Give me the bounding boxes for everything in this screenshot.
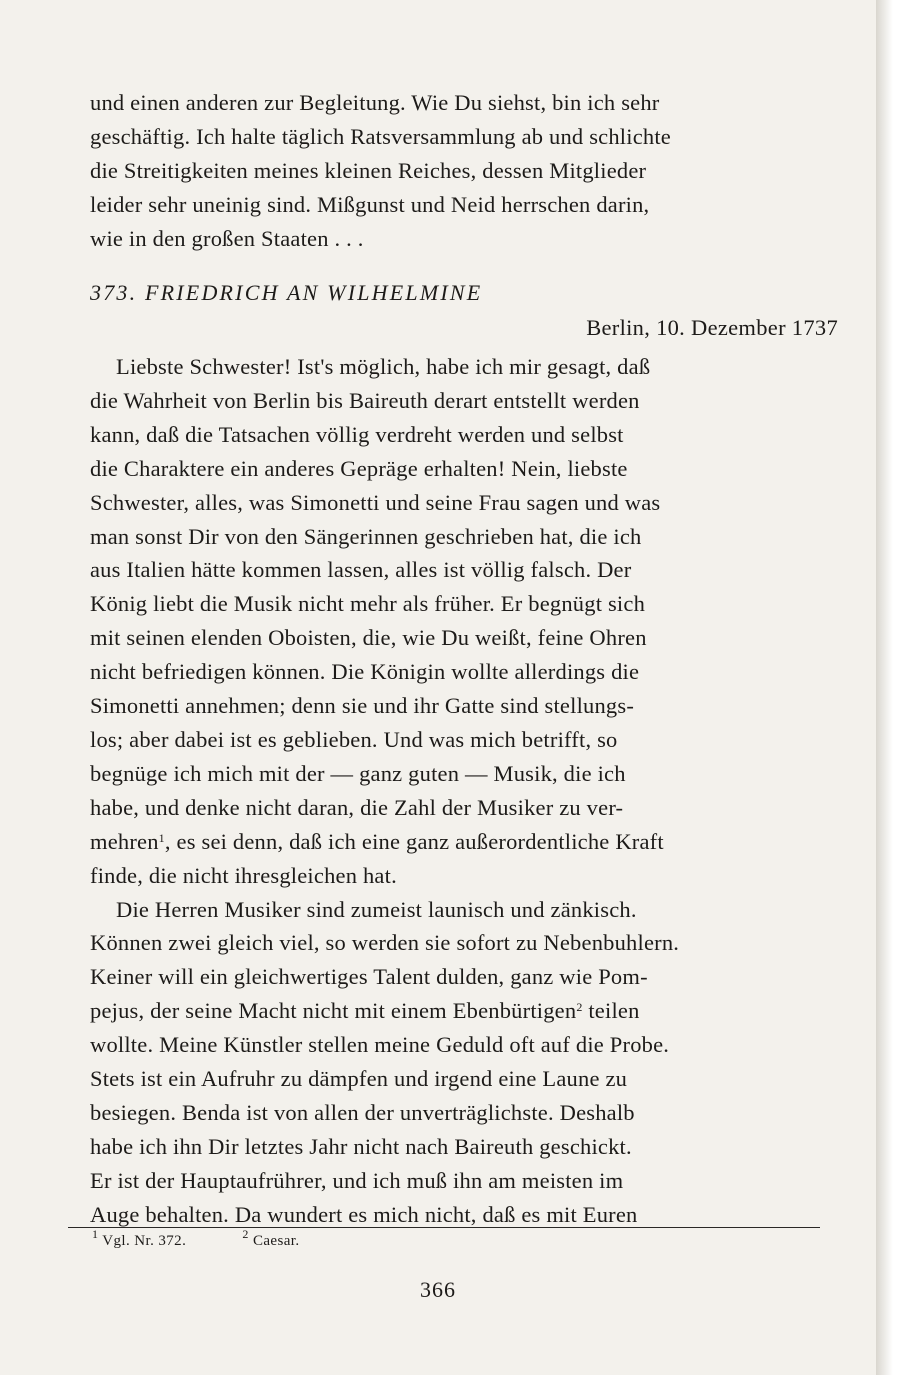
footnotes bbox=[92, 1227, 352, 1250]
text-line: Liebste Schwester! Ist's möglich, habe ich mir gesagt, daß bbox=[116, 354, 651, 379]
footnote-ref-1: 1 bbox=[158, 830, 165, 845]
text-line: Schwester, alles, was Simonetti und seine Frau sagen und was bbox=[90, 489, 661, 515]
text-line: kann, daß die Tatsachen völlig verdreht werden und selbst bbox=[90, 421, 624, 447]
text-line: Können zwei gleich viel, so werden sie sofort zu Nebenbuhlern. bbox=[90, 930, 680, 956]
continuation-paragraph bbox=[90, 86, 838, 256]
text-line-with-footnote bbox=[90, 994, 838, 1028]
text-line: die Charaktere ein anderes Gepräge erhalten! Nein, liebste bbox=[90, 455, 628, 481]
text-line: und einen anderen zur Begleitung. Wie Du siehst, bin ich sehr bbox=[90, 90, 660, 115]
footnote-mark: 1 bbox=[92, 1227, 99, 1241]
text-line: Stets ist ein Aufruhr zu dämpfen und irgend eine Laune zu bbox=[90, 1066, 628, 1092]
text-line: mit seinen elenden Oboisten, die, wie Du weißt, feine Ohren bbox=[90, 625, 647, 651]
text-line: die Streitigkeiten meines kleinen Reiches, dessen Mitglieder bbox=[90, 157, 647, 183]
text-fragment: , es sei denn, daß ich eine ganz außerordentliche Kraft bbox=[164, 828, 664, 854]
text-line: aus Italien hätte kommen lassen, alles ist völlig falsch. Der bbox=[90, 557, 632, 583]
text-line: Er ist der Hauptaufrührer, und ich muß ihn am meisten im bbox=[90, 1167, 624, 1193]
text-line-with-footnote bbox=[90, 825, 838, 859]
text-line: besiegen. Benda ist von allen der unverträglichste. Deshalb bbox=[90, 1099, 635, 1125]
footnote-1 bbox=[92, 1227, 212, 1249]
text-line: leider sehr uneinig sind. Mißgunst und Neid herrschen darin, bbox=[90, 191, 650, 217]
footnote-mark: 2 bbox=[242, 1227, 249, 1241]
page-number: 366 bbox=[420, 1277, 456, 1302]
text-line: die Wahrheit von Berlin bis Baireuth derart entstellt werden bbox=[90, 387, 640, 413]
text-fragment: pejus, der seine Macht nicht mit einem Ebenbürtigen bbox=[90, 998, 577, 1024]
text-line: Simonetti annehmen; denn sie und ihr Gatte sind stellungs- bbox=[90, 693, 635, 719]
letter-dateline: Berlin, 10. Dezember 1737 bbox=[586, 315, 838, 340]
text-fragment: mehren bbox=[90, 828, 159, 854]
page-edge-shadow bbox=[876, 0, 900, 1375]
text-line: Die Herren Musiker sind zumeist launisch und zänkisch. bbox=[116, 896, 637, 922]
footnote-text: Caesar. bbox=[248, 1233, 300, 1249]
letter-body bbox=[90, 350, 838, 1232]
text-line: Keiner will ein gleichwertiges Talent dulden, ganz wie Pom- bbox=[90, 964, 648, 990]
text-line: wollte. Meine Künstler stellen meine Geduld oft auf die Probe. bbox=[90, 1032, 670, 1058]
text-fragment: teilen bbox=[582, 998, 640, 1024]
text-line: nicht befriedigen können. Die Königin wollte allerdings die bbox=[90, 659, 640, 685]
text-line: wie in den großen Staaten . . . bbox=[90, 225, 364, 251]
footnote-2 bbox=[242, 1227, 325, 1249]
text-line: geschäftig. Ich halte täglich Ratsversammlung ab und schlichte bbox=[90, 123, 671, 149]
footnote-text: Vgl. Nr. 372. bbox=[98, 1233, 187, 1249]
text-line: los; aber dabei ist es geblieben. Und was mich betrifft, so bbox=[90, 726, 618, 752]
text-line: König liebt die Musik nicht mehr als früher. Er begnügt sich bbox=[90, 591, 646, 617]
footnote-ref-2: 2 bbox=[576, 1000, 583, 1015]
footnote-divider bbox=[68, 1227, 820, 1228]
text-line: habe, und denke nicht daran, die Zahl der Musiker zu ver- bbox=[90, 794, 624, 820]
text-line: begnüge ich mich mit der — ganz guten — Musik, die ich bbox=[90, 760, 626, 786]
text-line: finde, die nicht ihresgleichen hat. bbox=[90, 862, 397, 888]
letter-heading: 373. FRIEDRICH AN WILHELMINE bbox=[90, 280, 483, 305]
text-line: man sonst Dir von den Sängerinnen geschrieben hat, die ich bbox=[90, 523, 642, 549]
text-line: habe ich ihn Dir letztes Jahr nicht nach Baireuth geschickt. bbox=[90, 1133, 632, 1159]
text-line: Auge behalten. Da wundert es mich nicht, daß es mit Euren bbox=[90, 1201, 638, 1227]
